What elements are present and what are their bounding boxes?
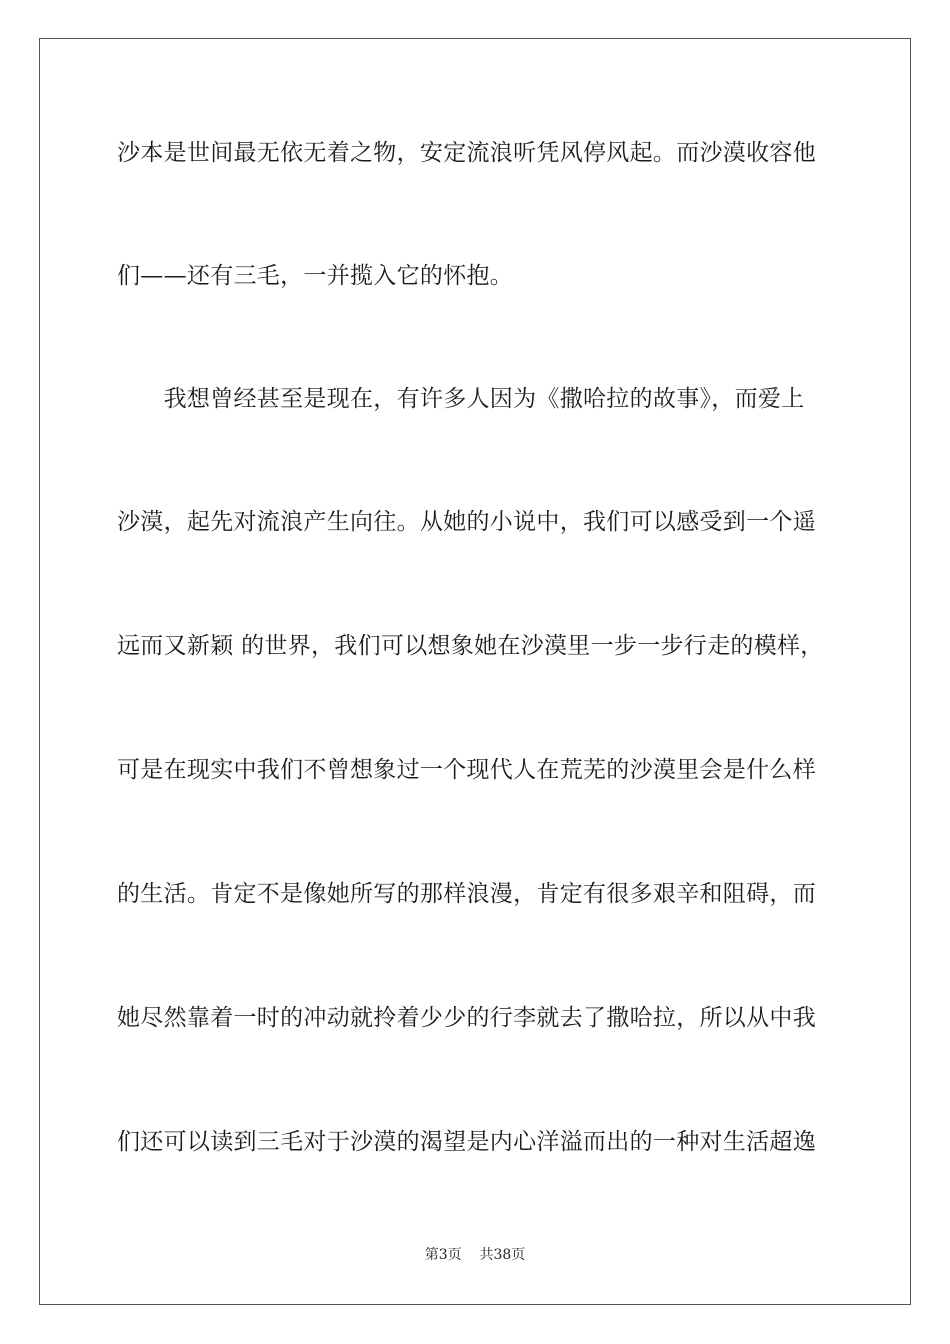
body-text-line: 我想曾经甚至是现在，有许多人因为《撒哈拉的故事》，而爱上 <box>117 386 805 412</box>
body-text-line: 沙漠，起先对流浪产生向往。从她的小说中，我们可以感受到一个遥 <box>117 509 816 535</box>
body-text-line: 们——还有三毛，一并揽入它的怀抱。 <box>117 263 514 289</box>
body-text-line: 们还可以读到三毛对于沙漠的渴望是内心洋溢而出的一种对生活超逸 <box>117 1129 816 1155</box>
body-text-line: 的生活。肯定不是像她所写的那样浪漫，肯定有很多艰辛和阻碍，而 <box>117 881 816 907</box>
body-text-line: 远而又新颖 的世界，我们可以想象她在沙漠里一步一步行走的模样， <box>117 633 824 659</box>
page-total: 共38页 <box>479 1247 526 1263</box>
page-border <box>39 38 911 1305</box>
page-number: 第3页 <box>424 1247 462 1263</box>
body-text-line: 她尽然靠着一时的冲动就拎着少少的行李就去了撒哈拉，所以从中我 <box>117 1005 816 1031</box>
body-text-line: 可是在现实中我们不曾想象过一个现代人在荒芜的沙漠里会是什么样 <box>117 757 816 783</box>
body-text-line: 沙本是世间最无依无着之物，安定流浪听凭风停风起。而沙漠收容他 <box>117 140 816 166</box>
page-footer <box>0 1246 950 1264</box>
